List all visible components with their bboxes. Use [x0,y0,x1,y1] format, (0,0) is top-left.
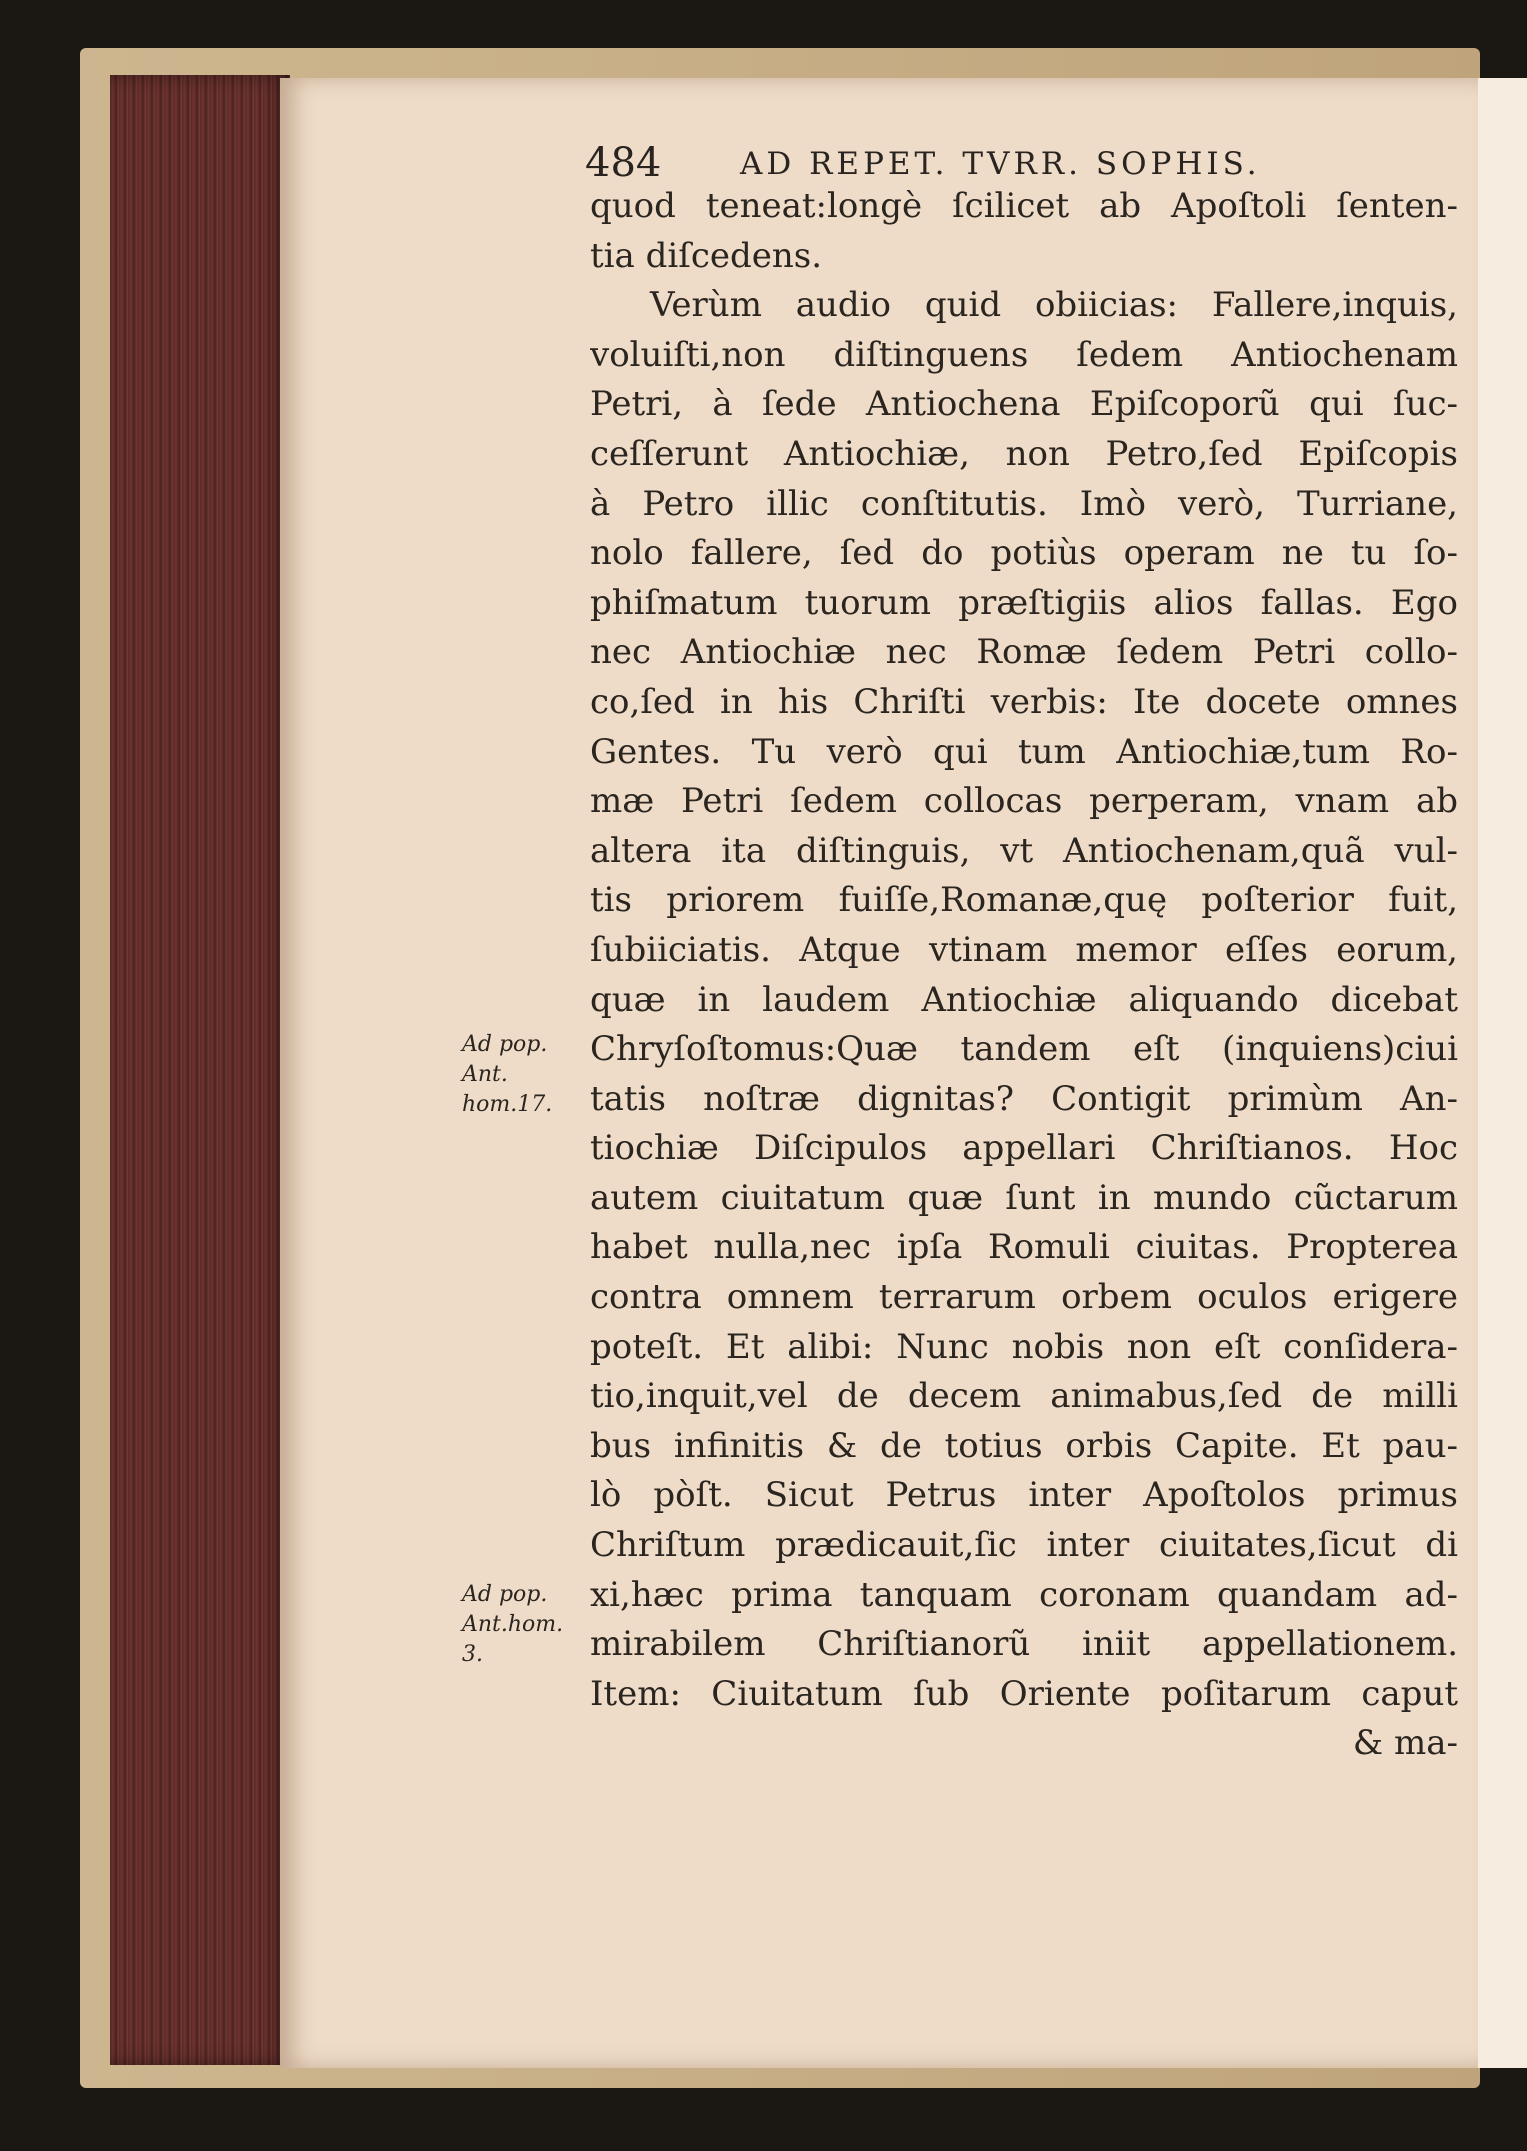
marginal-note-line: 3. [462,1642,483,1667]
text-line: nolo fallere, ſed do potiùs operam ne tu ſo- [590,533,1458,574]
text-line: tatis noſtræ dignitas? Contigit primùm An- [590,1078,1458,1119]
book-fore-edge [110,75,290,2065]
page-header [585,140,1445,188]
running-title: AD REPET. TVRR. SOPHIS. [740,146,1261,182]
body-text [590,182,1458,1769]
text-line: contra omnem terrarum orbem oculos erigere [590,1277,1458,1318]
text-line: bus infinitis & de totius orbis Capite. Et pau- [590,1425,1458,1466]
marginal-note-line: Ant.hom. [462,1612,564,1637]
catchword: & ma- [1352,1723,1458,1764]
text-line: co,ſed in his Chriſti verbis: Ite docete omnes [590,681,1458,722]
text-line: ceſſerunt Antiochiæ, non Petro,ſed Epiſcopis [590,433,1458,474]
marginal-note-line: Ad pop. [462,1032,548,1057]
text-line: tis priorem fuiſſe,Romanæ,quę poſterior fuit, [590,880,1458,921]
text-line: mæ Petri ſedem collocas perperam, vnam ab [590,781,1458,822]
text-line: tiochiæ Diſcipulos appellari Chriſtianos. Hoc [590,1128,1458,1169]
text-line: habet nulla,nec ipſa Romuli ciuitas. Propterea [590,1227,1458,1268]
text-line: Petri, à ſede Antiochena Epiſcoporũ qui ſuc- [590,384,1458,425]
text-line: Chryſoſtomus:Quæ tandem eſt (inquiens)ciui [590,1029,1458,1070]
text-line: voluiſti,non diſtinguens ſedem Antiochenam [590,334,1458,375]
text-line: à Petro illic conſtitutis. Imò verò, Turriane, [590,483,1458,524]
page-number: 484 [585,140,662,186]
text-line: Verùm audio quid obiicias: Fallere,inquis, [650,285,1458,326]
text-line: autem ciuitatum quæ ſunt in mundo cũctarum [590,1177,1458,1218]
text-line: xi,hæc prima tanquam coronam quandam ad- [590,1574,1458,1615]
text-line: tio,inquit,vel de decem animabus,ſed de milli [590,1376,1458,1417]
text-line: tia diſcedens. [590,235,823,276]
text-line: lò pòſt. Sicut Petrus inter Apoſtolos primus [590,1475,1458,1516]
text-line: phiſmatum tuorum præſtigiis alios fallas. Ego [590,582,1458,623]
marginal-note-line: Ant. [462,1062,508,1087]
text-line: poteſt. Et alibi: Nunc nobis non eſt conſidera- [590,1326,1458,1367]
text-line: Item: Ciuitatum ſub Oriente poſitarum caput [590,1673,1458,1714]
marginal-note-line: Ad pop. [462,1582,548,1607]
text-line: quod teneat:longè ſcilicet ab Apoſtoli ſenten- [590,186,1458,226]
marginal-note-line: hom.17. [462,1092,553,1117]
text-line: mirabilem Chriſtianorũ iniit appellationem. [590,1624,1458,1665]
text-line: Gentes. Tu verò qui tum Antiochiæ,tum Ro- [590,731,1458,772]
text-line: ſubiiciatis. Atque vtinam memor eſſes eorum, [590,929,1458,970]
text-line: Chriſtum prædicauit,ſic inter ciuitates,ſicut di [590,1525,1458,1566]
marginal-note [462,1030,552,1120]
page-edge-strip [1478,78,1527,2068]
text-line: quæ in laudem Antiochiæ aliquando dicebat [590,979,1458,1020]
text-line: altera ita diſtinguis, vt Antiochenam,quã vul- [590,830,1458,871]
marginal-note [462,1580,563,1670]
text-line: nec Antiochiæ nec Romæ ſedem Petri collo- [590,632,1458,673]
